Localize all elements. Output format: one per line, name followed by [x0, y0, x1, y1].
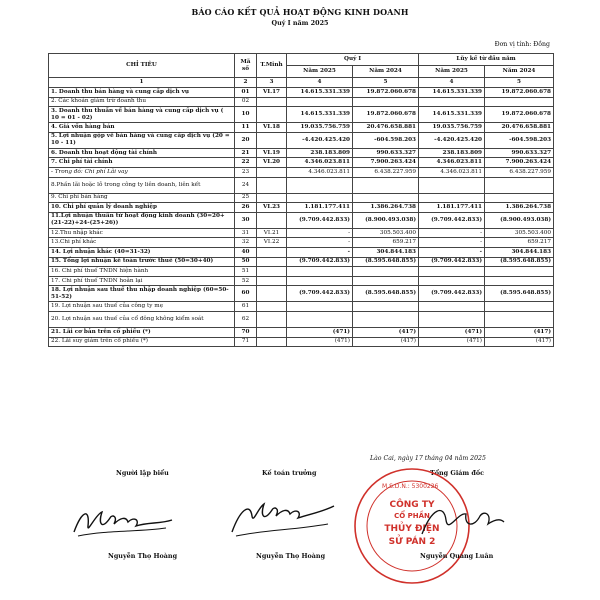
ytd-2024-value: 659.217 [485, 238, 554, 248]
quarter-2025-value: 14.615.331.339 [287, 107, 353, 123]
row-label: 16. Chi phí thuế TNDN hiện hành [49, 267, 235, 277]
quarter-2025-value: (471) [287, 327, 353, 337]
row-code: 52 [235, 276, 257, 286]
row-code: 71 [235, 337, 257, 347]
row-code: 40 [235, 247, 257, 257]
ytd-2025-value [419, 97, 485, 107]
ytd-2025-value: (9.709.442.833) [419, 212, 485, 228]
quarter-2025-value [287, 276, 353, 286]
row-code: 10 [235, 107, 257, 123]
ytd-2025-value [419, 177, 485, 193]
ytd-2024-value: 305.503.400 [485, 228, 554, 238]
table-row [49, 337, 554, 347]
quarter-2024-value: (8.595.648.855) [353, 257, 419, 267]
row-label: - Trong đó: Chi phí Lãi vay [49, 167, 235, 177]
row-note [257, 327, 287, 337]
row-label: 14. Lợi nhuận khác (40=31-32) [49, 247, 235, 257]
ytd-2025-value: 19.035.756.759 [419, 123, 485, 133]
table-row [49, 123, 554, 133]
row-label: 13.Chi phí khác [49, 238, 235, 248]
ytd-2025-value: - [419, 238, 485, 248]
quarter-2024-value: 990.633.327 [353, 148, 419, 158]
quarter-2024-value [353, 311, 419, 327]
column-index: 5 [353, 78, 419, 88]
row-note [257, 302, 287, 312]
ytd-2025-value: 14.615.331.339 [419, 88, 485, 98]
row-label: 7. Chi phí tài chính [49, 158, 235, 168]
row-note: VI.17 [257, 88, 287, 98]
quarter-2025-value [287, 311, 353, 327]
row-label: 12.Thu nhập khác [49, 228, 235, 238]
quarter-2024-value: 19.872.060.678 [353, 107, 419, 123]
quarter-2025-value [287, 193, 353, 203]
row-label: 2. Các khoản giảm trừ doanh thu [49, 97, 235, 107]
table-row [49, 107, 554, 123]
row-code: 50 [235, 257, 257, 267]
quarter-2024-value [353, 276, 419, 286]
quarter-2025-value: (9.709.442.833) [287, 257, 353, 267]
quarter-2024-value: 7.900.263.424 [353, 158, 419, 168]
quarter-2024-value: 20.476.658.881 [353, 123, 419, 133]
ytd-2024-value: 19.872.060.678 [485, 107, 554, 123]
accountant-name: Nguyễn Thọ Hoàng [256, 552, 326, 560]
table-row [49, 97, 554, 107]
ytd-2025-value: (9.709.442.833) [419, 286, 485, 302]
row-label: 21. Lãi cơ bản trên cổ phiếu (*) [49, 327, 235, 337]
ytd-2024-value: 304.844.183 [485, 247, 554, 257]
quarter-2025-value [287, 177, 353, 193]
quarter-2025-value: - [287, 238, 353, 248]
header-quarter-2025: Năm 2025 [287, 66, 353, 78]
column-index: 3 [257, 78, 287, 88]
header-quarter: Quý I [287, 54, 419, 66]
quarter-2024-value: (417) [353, 337, 419, 347]
row-note [257, 212, 287, 228]
quarter-2025-value: - [287, 247, 353, 257]
table-row [49, 228, 554, 238]
row-code: 25 [235, 193, 257, 203]
table-row [49, 88, 554, 98]
ytd-2024-value: (8.595.648.855) [485, 286, 554, 302]
ytd-2024-value: (8.900.493.038) [485, 212, 554, 228]
quarter-2024-value [353, 302, 419, 312]
row-label: 17. Chi phí thuế TNDN hoãn lại [49, 276, 235, 286]
row-label: 4. Giá vốn hàng bán [49, 123, 235, 133]
quarter-2024-value: 1.386.264.738 [353, 203, 419, 213]
quarter-2025-value: 238.183.809 [287, 148, 353, 158]
ytd-2024-value [485, 267, 554, 277]
column-index-row [49, 78, 554, 88]
table-row [49, 212, 554, 228]
director-title: Tổng Giám đốc [430, 469, 484, 477]
header-code: Mã số [235, 54, 257, 78]
row-code: 60 [235, 286, 257, 302]
report-title: BÁO CÁO KẾT QUẢ HOẠT ĐỘNG KINH DOANH [191, 7, 409, 17]
ytd-2025-value: - [419, 228, 485, 238]
row-label: 15. Tổng lợi nhuận kế toán trước thuế (50=30+40) [49, 257, 235, 267]
quarter-2025-value: -4.420.425.420 [287, 132, 353, 148]
row-code: 70 [235, 327, 257, 337]
quarter-2025-value: (471) [287, 337, 353, 347]
row-label: 6. Doanh thu hoạt động tài chính [49, 148, 235, 158]
ytd-2024-value [485, 193, 554, 203]
director-name: Nguyễn Quang Luân [420, 552, 494, 560]
row-code: 24 [235, 177, 257, 193]
accountant-title: Kế toán trưởng [262, 469, 317, 477]
table-row [49, 167, 554, 177]
header-ytd-2025: Năm 2025 [419, 66, 485, 78]
quarter-2025-value: 4.346.023.811 [287, 158, 353, 168]
row-label: 3. Doanh thu thuần về bán hàng và cung cấp dịch vụ ( 10 = 01 - 02) [49, 107, 235, 123]
ytd-2025-value [419, 311, 485, 327]
quarter-2025-value: (9.709.442.833) [287, 212, 353, 228]
row-code: 23 [235, 167, 257, 177]
row-code: 02 [235, 97, 257, 107]
ytd-2024-value: 7.900.263.424 [485, 158, 554, 168]
quarter-2025-value [287, 302, 353, 312]
preparer-signature [68, 500, 178, 542]
table-row [49, 193, 554, 203]
table-row [49, 276, 554, 286]
column-index: 1 [49, 78, 235, 88]
table-row [49, 327, 554, 337]
preparer-title: Người lập biểu [116, 469, 169, 477]
row-note [257, 132, 287, 148]
row-note [257, 167, 287, 177]
ytd-2025-value: -4.420.425.420 [419, 132, 485, 148]
table-row [49, 302, 554, 312]
ytd-2024-value: 1.386.264.738 [485, 203, 554, 213]
ytd-2024-value: 20.476.658.881 [485, 123, 554, 133]
row-label: 19. Lợi nhuận sau thuế của công ty mẹ [49, 302, 235, 312]
quarter-2024-value: 19.872.060.678 [353, 88, 419, 98]
stamp-line-3: THỦY ĐIỆN [384, 524, 440, 534]
table-row [49, 158, 554, 168]
row-code: 11 [235, 123, 257, 133]
ytd-2025-value [419, 276, 485, 286]
ytd-2024-value: 990.633.327 [485, 148, 554, 158]
quarter-2024-value: 6.438.227.959 [353, 167, 419, 177]
quarter-2025-value [287, 267, 353, 277]
ytd-2024-value [485, 276, 554, 286]
row-note [257, 267, 287, 277]
ytd-2024-value: 6.438.227.959 [485, 167, 554, 177]
quarter-2024-value: 304.844.183 [353, 247, 419, 257]
row-note [257, 177, 287, 193]
quarter-2025-value: (9.709.442.833) [287, 286, 353, 302]
ytd-2025-value: (9.709.442.833) [419, 257, 485, 267]
column-index: 2 [235, 78, 257, 88]
ytd-2025-value: 4.346.023.811 [419, 158, 485, 168]
quarter-2024-value: 305.503.400 [353, 228, 419, 238]
quarter-2024-value: (417) [353, 327, 419, 337]
row-code: 01 [235, 88, 257, 98]
row-label: 9. Chi phí bán hàng [49, 193, 235, 203]
header-ytd-2024: Năm 2024 [485, 66, 554, 78]
ytd-2024-value: 19.872.060.678 [485, 88, 554, 98]
row-label: 10. Chi phí quản lý doanh nghiệp [49, 203, 235, 213]
accountant-signature [228, 494, 338, 540]
quarter-2025-value: 14.615.331.339 [287, 88, 353, 98]
director-signature [418, 500, 508, 546]
column-index: 5 [485, 78, 554, 88]
quarter-2024-value [353, 177, 419, 193]
quarter-2024-value: 659.217 [353, 238, 419, 248]
income-statement-table [48, 53, 554, 347]
row-label: 1. Doanh thu bán hàng và cung cấp dịch vụ [49, 88, 235, 98]
table-row [49, 267, 554, 277]
row-note: VI.23 [257, 203, 287, 213]
header-note: T.Minh [257, 54, 287, 78]
row-note [257, 286, 287, 302]
preparer-name: Nguyễn Thọ Hoàng [108, 552, 178, 560]
row-code: 30 [235, 212, 257, 228]
quarter-2025-value [287, 97, 353, 107]
row-note: VI.22 [257, 238, 287, 248]
table-row [49, 247, 554, 257]
ytd-2025-value: 4.346.023.811 [419, 167, 485, 177]
ytd-2025-value: 14.615.331.339 [419, 107, 485, 123]
ytd-2024-value: (417) [485, 327, 554, 337]
table-row [49, 132, 554, 148]
place-date: Lào Cai, ngày 17 tháng 04 năm 2025 [370, 455, 486, 462]
table-row [49, 257, 554, 267]
row-note [257, 247, 287, 257]
ytd-2025-value [419, 302, 485, 312]
row-code: 22 [235, 158, 257, 168]
quarter-2025-value: 1.181.177.411 [287, 203, 353, 213]
row-code: 26 [235, 203, 257, 213]
row-label: 18. Lợi nhuận sau thuế thu nhập doanh nghiệp (60=50-51-52) [49, 286, 235, 302]
quarter-2025-value: 19.035.756.759 [287, 123, 353, 133]
table-row [49, 177, 554, 193]
row-note: VI.21 [257, 228, 287, 238]
header-item: CHỈ TIÊU [49, 54, 235, 78]
row-note: VI.19 [257, 148, 287, 158]
ytd-2024-value: (417) [485, 337, 554, 347]
ytd-2025-value: - [419, 247, 485, 257]
quarter-2024-value: (8.595.648.855) [353, 286, 419, 302]
quarter-2024-value [353, 193, 419, 203]
ytd-2025-value: (471) [419, 337, 485, 347]
row-code: 32 [235, 238, 257, 248]
quarter-2024-value: -604.598.203 [353, 132, 419, 148]
ytd-2024-value [485, 97, 554, 107]
row-label: 11.Lợi nhuận thuần từ hoạt động kinh doanh (30=20+(21-22)+24-(25+26)) [49, 212, 235, 228]
table-row [49, 238, 554, 248]
row-code: 61 [235, 302, 257, 312]
table-row [49, 286, 554, 302]
row-note [257, 193, 287, 203]
table-row [49, 311, 554, 327]
stamp-line-2: CỔ PHẦN [394, 512, 430, 520]
row-note [257, 97, 287, 107]
column-index: 4 [419, 78, 485, 88]
row-code: 31 [235, 228, 257, 238]
ytd-2025-value [419, 267, 485, 277]
ytd-2025-value [419, 193, 485, 203]
row-note [257, 276, 287, 286]
ytd-2025-value: 1.181.177.411 [419, 203, 485, 213]
quarter-2025-value: - [287, 228, 353, 238]
quarter-2024-value [353, 267, 419, 277]
ytd-2024-value: -604.598.203 [485, 132, 554, 148]
row-note [257, 337, 287, 347]
currency-unit: Đơn vị tính: Đồng [494, 41, 550, 48]
stamp-line-1: CÔNG TY [389, 500, 435, 510]
row-note [257, 311, 287, 327]
row-label: 8.Phần lãi hoặc lỗ trong công ty liên doanh, liên kết [49, 177, 235, 193]
ytd-2025-value: (471) [419, 327, 485, 337]
row-label: 5. Lợi nhuận gộp về bán hàng và cung cấp dịch vụ (20 = 10 - 11) [49, 132, 235, 148]
ytd-2024-value [485, 302, 554, 312]
column-index: 4 [287, 78, 353, 88]
ytd-2024-value [485, 311, 554, 327]
header-quarter-2024: Năm 2024 [353, 66, 419, 78]
quarter-2024-value: (8.900.493.038) [353, 212, 419, 228]
row-label: 20. Lợi nhuận sau thuế của cổ đông không kiểm soát [49, 311, 235, 327]
stamp-line-4: SỬ PÁN 2 [388, 537, 436, 547]
quarter-2024-value [353, 97, 419, 107]
row-code: 21 [235, 148, 257, 158]
report-subtitle: Quý I năm 2025 [271, 19, 329, 27]
row-code: 62 [235, 311, 257, 327]
row-code: 20 [235, 132, 257, 148]
ytd-2025-value: 238.183.809 [419, 148, 485, 158]
header-ytd: Lũy kế từ đầu năm [419, 54, 554, 66]
row-note: VI.18 [257, 123, 287, 133]
row-note: VI.20 [257, 158, 287, 168]
quarter-2025-value: 4.346.023.811 [287, 167, 353, 177]
ytd-2024-value: (8.595.648.855) [485, 257, 554, 267]
stamp-tax-id: M.S.D.N.: 5300226 [382, 483, 439, 490]
ytd-2024-value [485, 177, 554, 193]
table-row [49, 203, 554, 213]
row-note [257, 257, 287, 267]
row-note [257, 107, 287, 123]
row-code: 51 [235, 267, 257, 277]
table-row [49, 148, 554, 158]
row-label: 22. Lãi suy giảm trên cổ phiếu (*) [49, 337, 235, 347]
